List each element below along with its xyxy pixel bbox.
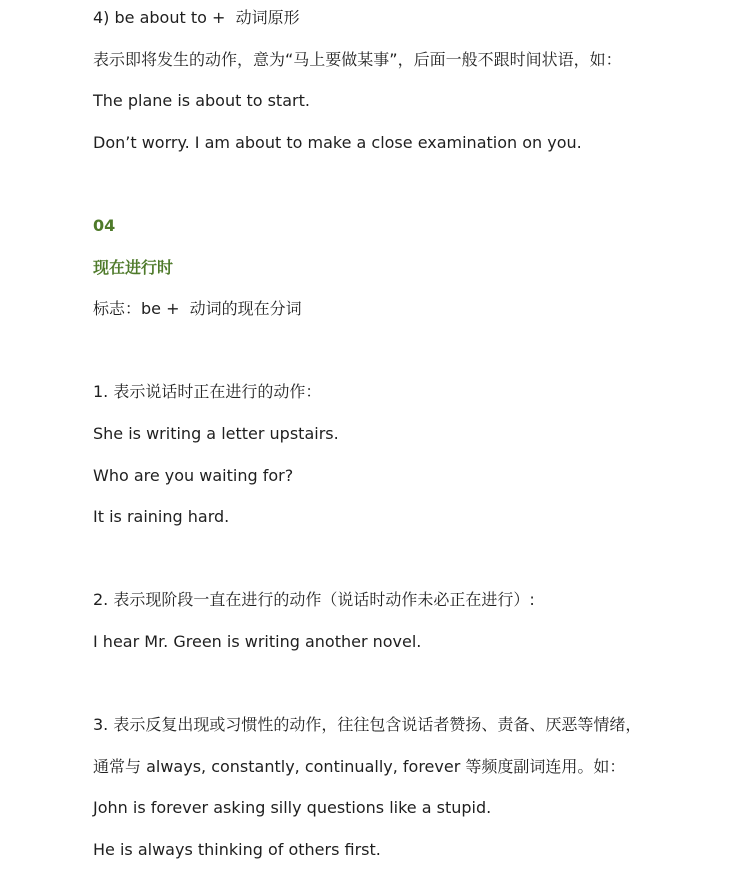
example-sentence: Don’t worry. I am about to make a close examination on you.: [93, 133, 582, 152]
example-sentence: He is always thinking of others first.: [93, 840, 381, 859]
example-sentence: The plane is about to start.: [93, 91, 310, 110]
example-sentence: She is writing a letter upstairs.: [93, 424, 339, 443]
section-marker-text: 标志：be + 动词的现在分词: [93, 299, 302, 318]
example-sentence: John is forever asking silly questions like a stupid.: [93, 798, 492, 817]
usage-2-heading: 2. 表示现阶段一直在进行的动作（说话时动作未必正在进行）:: [93, 590, 535, 609]
item-4-description: 表示即将发生的动作，意为“马上要做某事”，后面一般不跟时间状语，如：: [93, 50, 622, 69]
section-title: 现在进行时: [93, 258, 174, 277]
example-sentence: Who are you waiting for?: [93, 466, 294, 485]
example-sentence: It is raining hard.: [93, 507, 230, 526]
usage-1-heading: 1. 表示说话时正在进行的动作：: [93, 382, 322, 401]
item-4-heading: 4) be about to + 动词原形: [93, 8, 300, 27]
usage-3-heading: 3. 表示反复出现或习惯性的动作，往往包含说话者赞扬、责备、厌恶等情绪，: [93, 715, 642, 734]
usage-3-continuation: 通常与 always, constantly, continually, forever 等频度副词连用。如：: [93, 757, 626, 776]
section-number: 04: [93, 216, 116, 235]
example-sentence: I hear Mr. Green is writing another novel.: [93, 632, 422, 651]
